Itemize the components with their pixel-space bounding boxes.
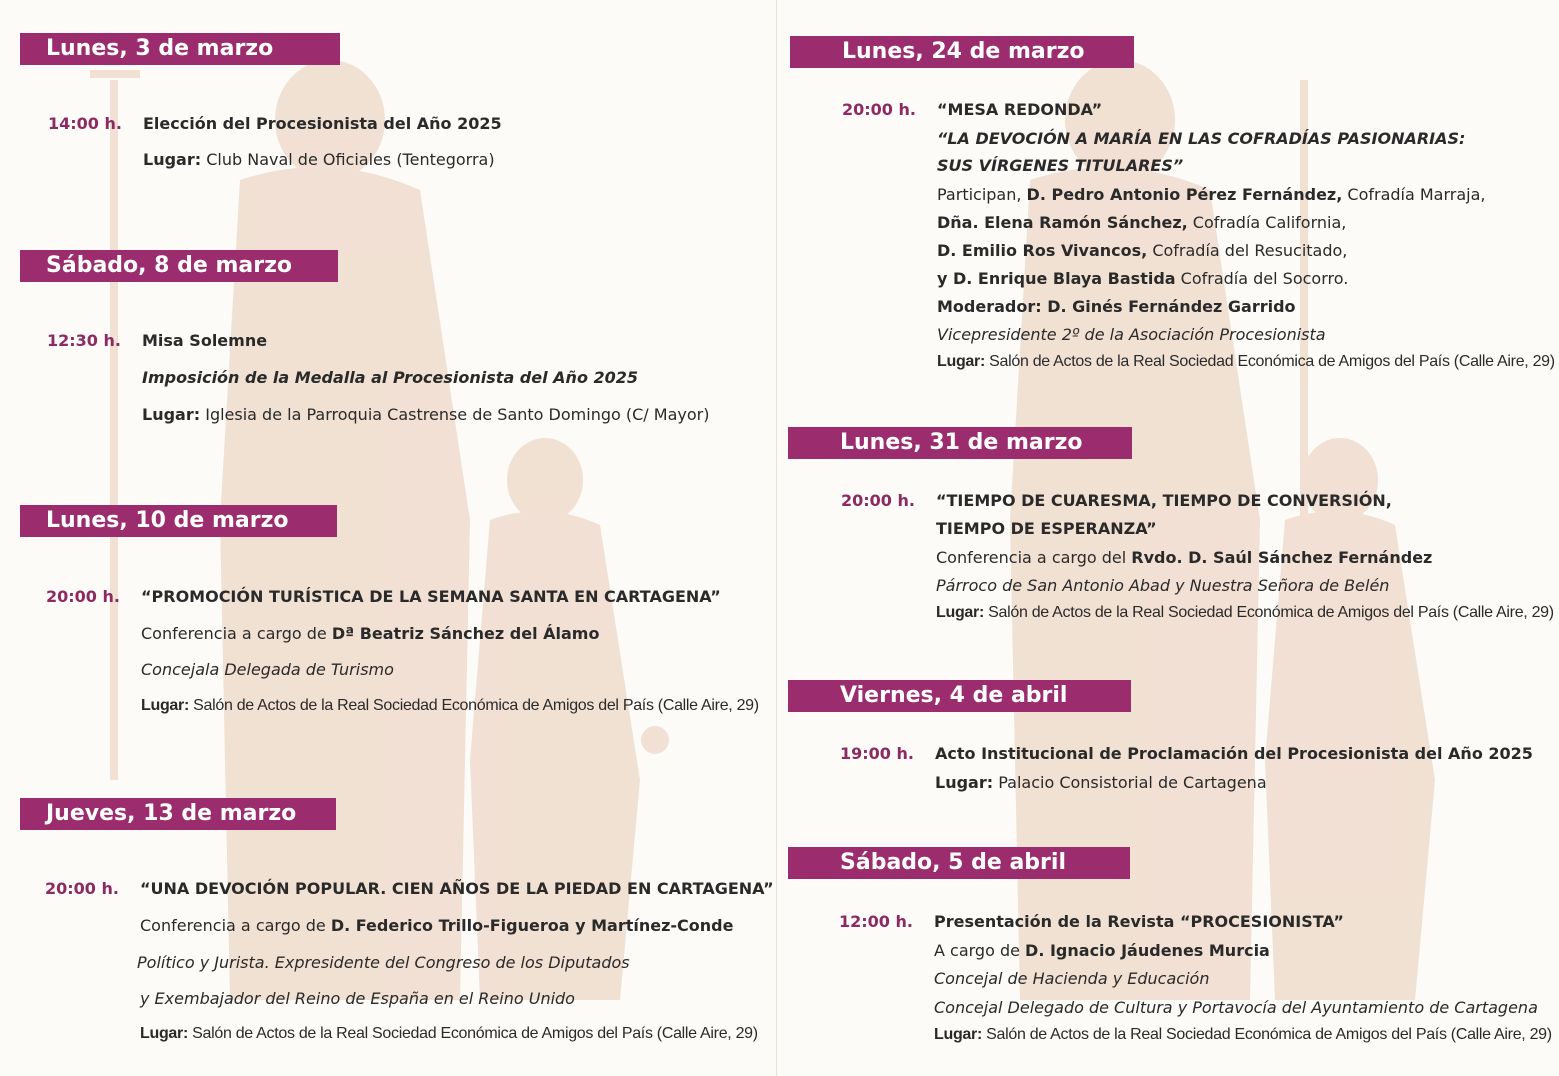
event-title-2: TIEMPO DE ESPERANZA”	[936, 519, 1157, 538]
event-title: “MESA REDONDA”	[937, 100, 1103, 119]
participant-4: y D. Enrique Blaya Bastida Cofradía del Socorro.	[937, 269, 1349, 288]
event-speaker: Conferencia a cargo de Dª Beatriz Sánchez del Álamo	[141, 624, 600, 643]
speaker-role-1: Concejal de Hacienda y Educación	[934, 969, 1210, 988]
event-time: 19:00 h.	[840, 744, 914, 763]
participant-1: Participan, D. Pedro Antonio Pérez Fernández, Cofradía Marraja,	[937, 185, 1486, 204]
event-location: Lugar: Salón de Actos de la Real Sociedad Económica de Amigos del País (Calle Aire, 29)	[937, 353, 1555, 370]
day-header-lunes-3-marzo: Lunes, 3 de marzo	[20, 33, 340, 65]
event-time: 20:00 h.	[841, 491, 915, 510]
event-title: Elección del Procesionista del Año 2025	[143, 114, 502, 133]
day-header-lunes-31-marzo: Lunes, 31 de marzo	[788, 427, 1132, 459]
event-subtitle: Imposición de la Medalla al Procesionista del Año 2025	[142, 368, 639, 387]
event-speaker: Conferencia a cargo del Rvdo. D. Saúl Sánchez Fernández	[936, 548, 1433, 567]
speaker-role: Párroco de San Antonio Abad y Nuestra Señora de Belén	[936, 576, 1390, 595]
event-title: Misa Solemne	[142, 331, 268, 350]
event-time: 12:00 h.	[839, 912, 913, 931]
event-time: 14:00 h.	[48, 114, 122, 133]
event-location: Lugar: Club Naval de Oficiales (Tentegorra)	[143, 150, 495, 169]
day-header-jueves-13-marzo: Jueves, 13 de marzo	[20, 798, 336, 830]
day-header-sabado-5-abril: Sábado, 5 de abril	[788, 847, 1130, 879]
event-speaker: A cargo de D. Ignacio Jáudenes Murcia	[934, 941, 1270, 960]
moderator-role: Vicepresidente 2º de la Asociación Procesionista	[937, 325, 1326, 344]
event-location: Lugar: Salón de Actos de la Real Sociedad Económica de Amigos del País (Calle Aire, 29)	[141, 697, 759, 714]
page-fold	[776, 0, 777, 1076]
speaker-role-2: y Exembajador del Reino de España en el Reino Unido	[140, 989, 575, 1008]
event-time: 20:00 h.	[842, 100, 916, 119]
participant-2: Dña. Elena Ramón Sánchez, Cofradía California,	[937, 213, 1347, 232]
speaker-role-2: Concejal Delegado de Cultura y Portavocía del Ayuntamiento de Cartagena	[934, 998, 1538, 1017]
day-header-sabado-8-marzo: Sábado, 8 de marzo	[20, 250, 338, 282]
event-location: Lugar: Salón de Actos de la Real Sociedad Económica de Amigos del País (Calle Aire, 29)	[936, 604, 1554, 621]
event-title: Presentación de la Revista “PROCESIONISTA”	[934, 912, 1344, 931]
event-title: “UNA DEVOCIÓN POPULAR. CIEN AÑOS DE LA PIEDAD EN CARTAGENA”	[140, 879, 774, 898]
moderator: Moderador: D. Ginés Fernández Garrido	[937, 297, 1296, 316]
participant-3: D. Emilio Ros Vivancos, Cofradía del Resucitado,	[937, 241, 1348, 260]
event-location: Lugar: Salón de Actos de la Real Sociedad Económica de Amigos del País (Calle Aire, 29)	[140, 1025, 758, 1042]
event-title-1: “TIEMPO DE CUARESMA, TIEMPO DE CONVERSIÓN,	[936, 491, 1392, 510]
event-title: Acto Institucional de Proclamación del Procesionista del Año 2025	[935, 744, 1533, 763]
event-speaker: Conferencia a cargo de D. Federico Trillo-Figueroa y Martínez-Conde	[140, 916, 734, 935]
speaker-role: Concejala Delegada de Turismo	[141, 660, 394, 679]
event-location: Lugar: Palacio Consistorial de Cartagena	[935, 773, 1267, 792]
day-header-lunes-10-marzo: Lunes, 10 de marzo	[20, 505, 337, 537]
event-title: “PROMOCIÓN TURÍSTICA DE LA SEMANA SANTA EN CARTAGENA”	[141, 587, 721, 606]
event-time: 12:30 h.	[47, 331, 121, 350]
event-location: Lugar: Iglesia de la Parroquia Castrense de Santo Domingo (C/ Mayor)	[142, 405, 710, 424]
speaker-role-1: Político y Jurista. Expresidente del Congreso de los Diputados	[137, 953, 630, 972]
event-time: 20:00 h.	[45, 879, 119, 898]
day-header-lunes-24-marzo: Lunes, 24 de marzo	[790, 36, 1134, 68]
event-subtitle-1: “LA DEVOCIÓN A MARÍA EN LAS COFRADÍAS PASIONARIAS:	[937, 129, 1466, 148]
day-header-viernes-4-abril: Viernes, 4 de abril	[788, 680, 1131, 712]
event-subtitle-2: SUS VÍRGENES TITULARES”	[937, 156, 1184, 175]
event-time: 20:00 h.	[46, 587, 120, 606]
event-location: Lugar: Salón de Actos de la Real Sociedad Económica de Amigos del País (Calle Aire, 29)	[934, 1026, 1552, 1043]
